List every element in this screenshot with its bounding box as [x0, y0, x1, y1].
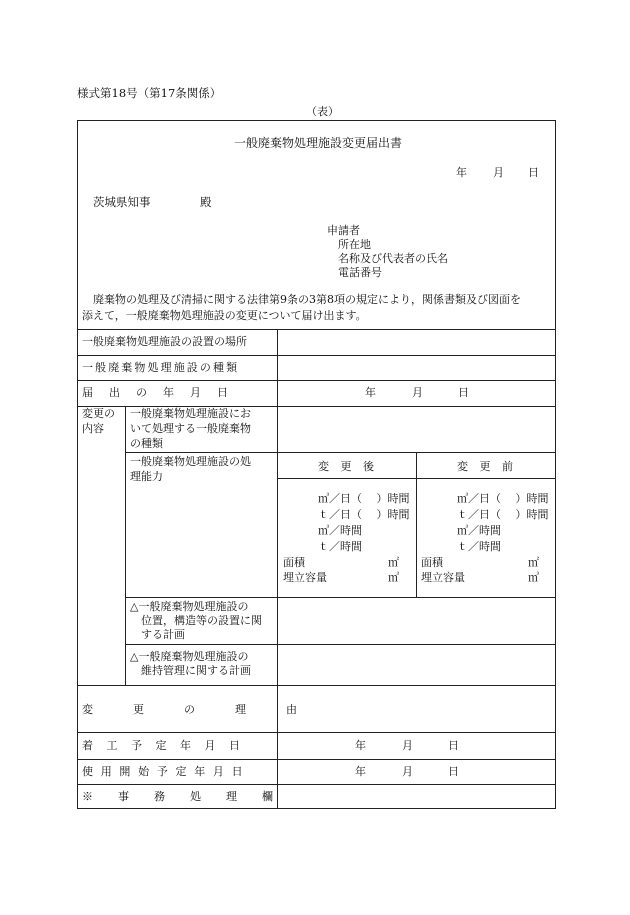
- after-area-label: 面積: [283, 556, 305, 569]
- capacity-label-1: 一般廃棄物処理施設の処: [130, 455, 251, 468]
- addressee: 茨城県知事: [93, 195, 151, 209]
- rule: [125, 597, 556, 598]
- honorific: 殿: [200, 195, 212, 209]
- structure-plan-label-2: 位置，構造等の設置に関: [141, 614, 262, 627]
- before-landfill-unit: ㎥: [528, 571, 539, 584]
- form-side-label: （表）: [306, 105, 339, 118]
- after-capacity-line-2: ｔ／日（ ）時間: [318, 508, 410, 521]
- rule: [277, 329, 278, 808]
- rule: [125, 452, 556, 453]
- before-capacity-line-3: ㎥／時間: [457, 524, 501, 537]
- notice-year: 年: [365, 386, 376, 399]
- applicant-address: 所在地: [338, 238, 371, 251]
- after-area-unit: ㎡: [388, 556, 399, 569]
- waste-type-label-3: の種類: [130, 437, 163, 450]
- structure-plan-label-3: する計画: [141, 628, 185, 641]
- after-capacity-line-1: ㎥／日（ ）時間: [318, 492, 410, 505]
- construction-year: 年: [355, 739, 366, 752]
- statement-line-2: 添えて，一般廃棄物処理施設の変更について届け出ます。: [82, 309, 367, 322]
- rule: [77, 380, 556, 381]
- maintenance-plan-label-1: △一般廃棄物処理施設の: [130, 650, 249, 663]
- reason-label: 変更の理由: [82, 703, 337, 716]
- before-capacity-line-1: ㎥／日（ ）時間: [457, 492, 549, 505]
- applicant-phone: 電話番号: [338, 266, 382, 279]
- rule: [77, 355, 556, 356]
- location-label: 一般廃棄物処理施設の設置の場所: [82, 335, 247, 348]
- construction-start-label: 着工予定年月日: [82, 739, 254, 752]
- type-label: 一般廃棄物処理施設の種類: [82, 361, 240, 374]
- after-capacity-line-3: ㎥／時間: [318, 524, 362, 537]
- operation-day: 日: [448, 765, 459, 778]
- maintenance-plan-label-2: 維持管理に関する計画: [141, 664, 251, 677]
- applicant-name: 名称及び代表者の氏名: [338, 252, 448, 265]
- form-number: 様式第18号（第17条関係）: [77, 86, 222, 100]
- before-landfill-label: 埋立容量: [421, 571, 465, 584]
- rule: [77, 784, 556, 785]
- after-header: 変 更 後: [318, 460, 378, 473]
- rule: [77, 732, 556, 733]
- after-capacity-line-4: ｔ／時間: [318, 540, 362, 553]
- rule: [77, 759, 556, 760]
- submission-month: 月: [493, 166, 504, 179]
- office-use-label: ※事務処理欄: [82, 790, 298, 803]
- submission-year: 年: [456, 166, 467, 179]
- before-header: 変 更 前: [457, 460, 517, 473]
- notice-day: 日: [458, 386, 469, 399]
- operation-start-label: 使用開始予定年月日: [82, 765, 251, 778]
- applicant-label: 申請者: [327, 224, 360, 237]
- before-capacity-line-2: ｔ／日（ ）時間: [457, 508, 549, 521]
- notice-date-label: 届出の年月日: [82, 386, 244, 399]
- rule: [416, 452, 417, 597]
- before-capacity-line-4: ｔ／時間: [457, 540, 501, 553]
- change-content-label-1: 変更の: [82, 407, 115, 420]
- after-landfill-unit: ㎥: [388, 571, 399, 584]
- after-landfill-label: 埋立容量: [283, 571, 327, 584]
- statement-line-1: 廃棄物の処理及び清掃に関する法律第9条の3第8項の規定により，関係書類及び図面を: [93, 293, 521, 306]
- submission-day: 日: [528, 166, 539, 179]
- before-area-label: 面積: [421, 556, 443, 569]
- waste-type-label-2: いて処理する一般廃棄物: [130, 422, 251, 435]
- rule: [125, 406, 126, 685]
- operation-month: 月: [402, 765, 413, 778]
- rule: [125, 644, 556, 645]
- before-area-unit: ㎡: [528, 556, 539, 569]
- rule: [77, 329, 556, 330]
- notice-month: 月: [412, 386, 423, 399]
- form-title: 一般廃棄物処理施設変更届出書: [234, 136, 403, 150]
- construction-month: 月: [402, 739, 413, 752]
- change-content-label-2: 内容: [82, 422, 104, 435]
- structure-plan-label-1: △一般廃棄物処理施設の: [130, 600, 249, 613]
- rule: [77, 685, 556, 686]
- operation-year: 年: [355, 765, 366, 778]
- waste-type-label-1: 一般廃棄物処理施設にお: [130, 407, 251, 420]
- capacity-label-2: 理能力: [130, 470, 163, 483]
- construction-day: 日: [448, 739, 459, 752]
